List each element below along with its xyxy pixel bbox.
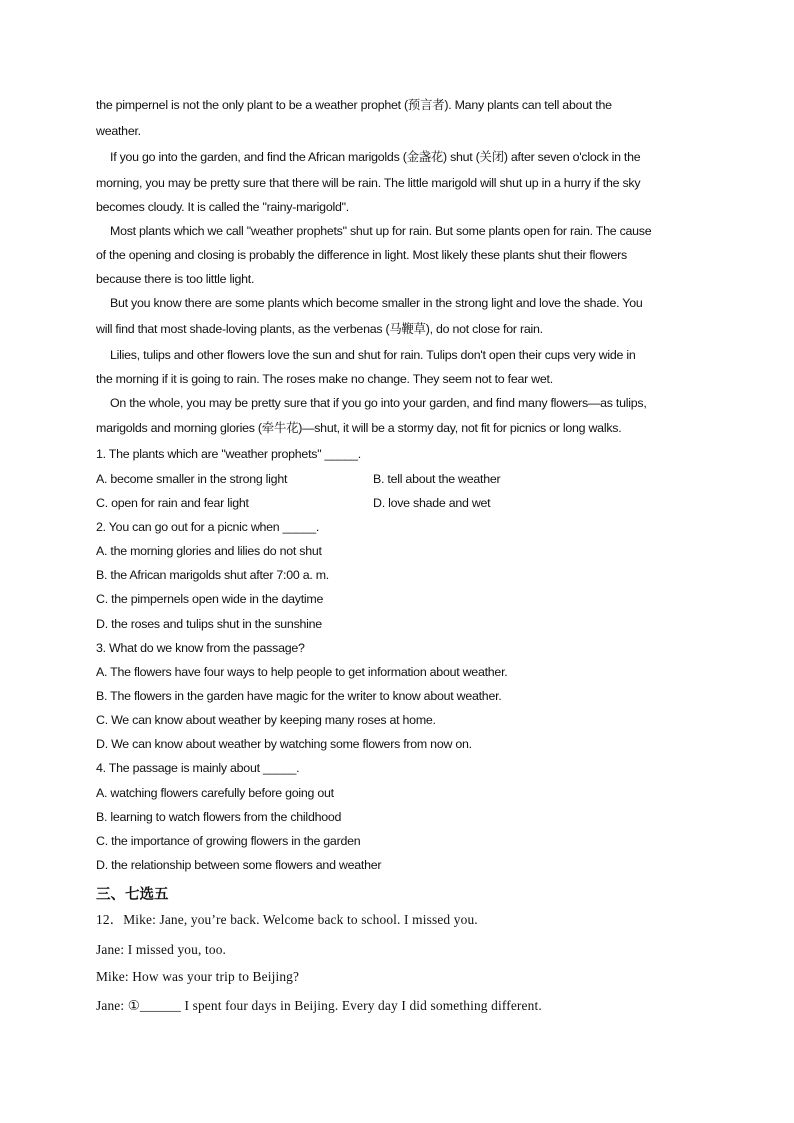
passage-line: the morning if it is going to rain. The roses make no change. They seem not to fear wet. bbox=[96, 372, 553, 386]
passage-line: morning, you may be pretty sure that there will be rain. The little marigold will shut up in a hurry if the sky bbox=[96, 176, 641, 190]
passage-line: If you go into the garden, and find the African marigolds (金盏花) shut (关闭) after seven o'clock in the bbox=[110, 150, 641, 164]
section-heading: 三、七选五 bbox=[96, 887, 169, 903]
question-stem: 1. The plants which are "weather prophets" _____. bbox=[96, 447, 361, 461]
option-b: B. the African marigolds shut after 7:00 a. m. bbox=[96, 568, 329, 582]
option-c: C. the pimpernels open wide in the daytime bbox=[96, 592, 324, 606]
question-stem: 2. You can go out for a picnic when _____. bbox=[96, 520, 320, 534]
passage-line: becomes cloudy. It is called the "rainy-marigold". bbox=[96, 200, 349, 214]
passage-line: Lilies, tulips and other flowers love the sun and shut for rain. Tulips don't open their cups very wide in bbox=[110, 348, 636, 362]
option-d: D. the relationship between some flowers and weather bbox=[96, 858, 382, 872]
passage-line: But you know there are some plants which become smaller in the strong light and love the shade. You bbox=[110, 296, 643, 310]
option-a: A. The flowers have four ways to help people to get information about weather. bbox=[96, 665, 508, 679]
option-c: C. open for rain and fear light bbox=[96, 496, 249, 510]
passage-line: will find that most shade-loving plants, as the verbenas (马鞭草), do not close for rain. bbox=[96, 322, 543, 336]
dialogue-line: Mike: How was your trip to Beijing? bbox=[96, 969, 300, 984]
passage-line: Most plants which we call "weather prophets" shut up for rain. But some plants open for rain. The cause bbox=[110, 224, 652, 238]
option-c: C. the importance of growing flowers in the garden bbox=[96, 834, 361, 848]
option-a: A. become smaller in the strong light bbox=[96, 472, 288, 486]
passage-line: the pimpernel is not the only plant to be a weather prophet (预言者). Many plants can tell about the bbox=[96, 98, 612, 112]
passage-line: marigolds and morning glories (牵牛花)—shut, it will be a stormy day, not fit for picnics or long walks. bbox=[96, 421, 622, 435]
option-b: B. The flowers in the garden have magic for the writer to know about weather. bbox=[96, 689, 502, 703]
question-stem: 3. What do we know from the passage? bbox=[96, 641, 305, 655]
option-b: B. tell about the weather bbox=[373, 472, 501, 486]
dialogue-line: 12．Mike: Jane, you’re back. Welcome back to school. I missed you. bbox=[96, 912, 478, 927]
option-c: C. We can know about weather by keeping many roses at home. bbox=[96, 713, 436, 727]
passage-line: because there is too little light. bbox=[96, 272, 255, 286]
passage-line: of the opening and closing is probably the difference in light. Most likely these plants shut their flowers bbox=[96, 248, 627, 262]
question-stem: 4. The passage is mainly about _____. bbox=[96, 761, 300, 775]
passage-line: On the whole, you may be pretty sure that if you go into your garden, and find many flowers—as tulips, bbox=[110, 396, 647, 410]
option-b: B. learning to watch flowers from the childhood bbox=[96, 810, 342, 824]
option-d: D. love shade and wet bbox=[373, 496, 491, 510]
option-a: A. the morning glories and lilies do not shut bbox=[96, 544, 322, 558]
passage-line: weather. bbox=[96, 124, 141, 138]
option-a: A. watching flowers carefully before going out bbox=[96, 786, 334, 800]
option-d: D. We can know about weather by watching some flowers from now on. bbox=[96, 737, 472, 751]
dialogue-line: Jane: ①______ I spent four days in Beijing. Every day I did something different. bbox=[96, 998, 542, 1013]
option-d: D. the roses and tulips shut in the sunshine bbox=[96, 617, 322, 631]
dialogue-line: Jane: I missed you, too. bbox=[96, 942, 227, 957]
